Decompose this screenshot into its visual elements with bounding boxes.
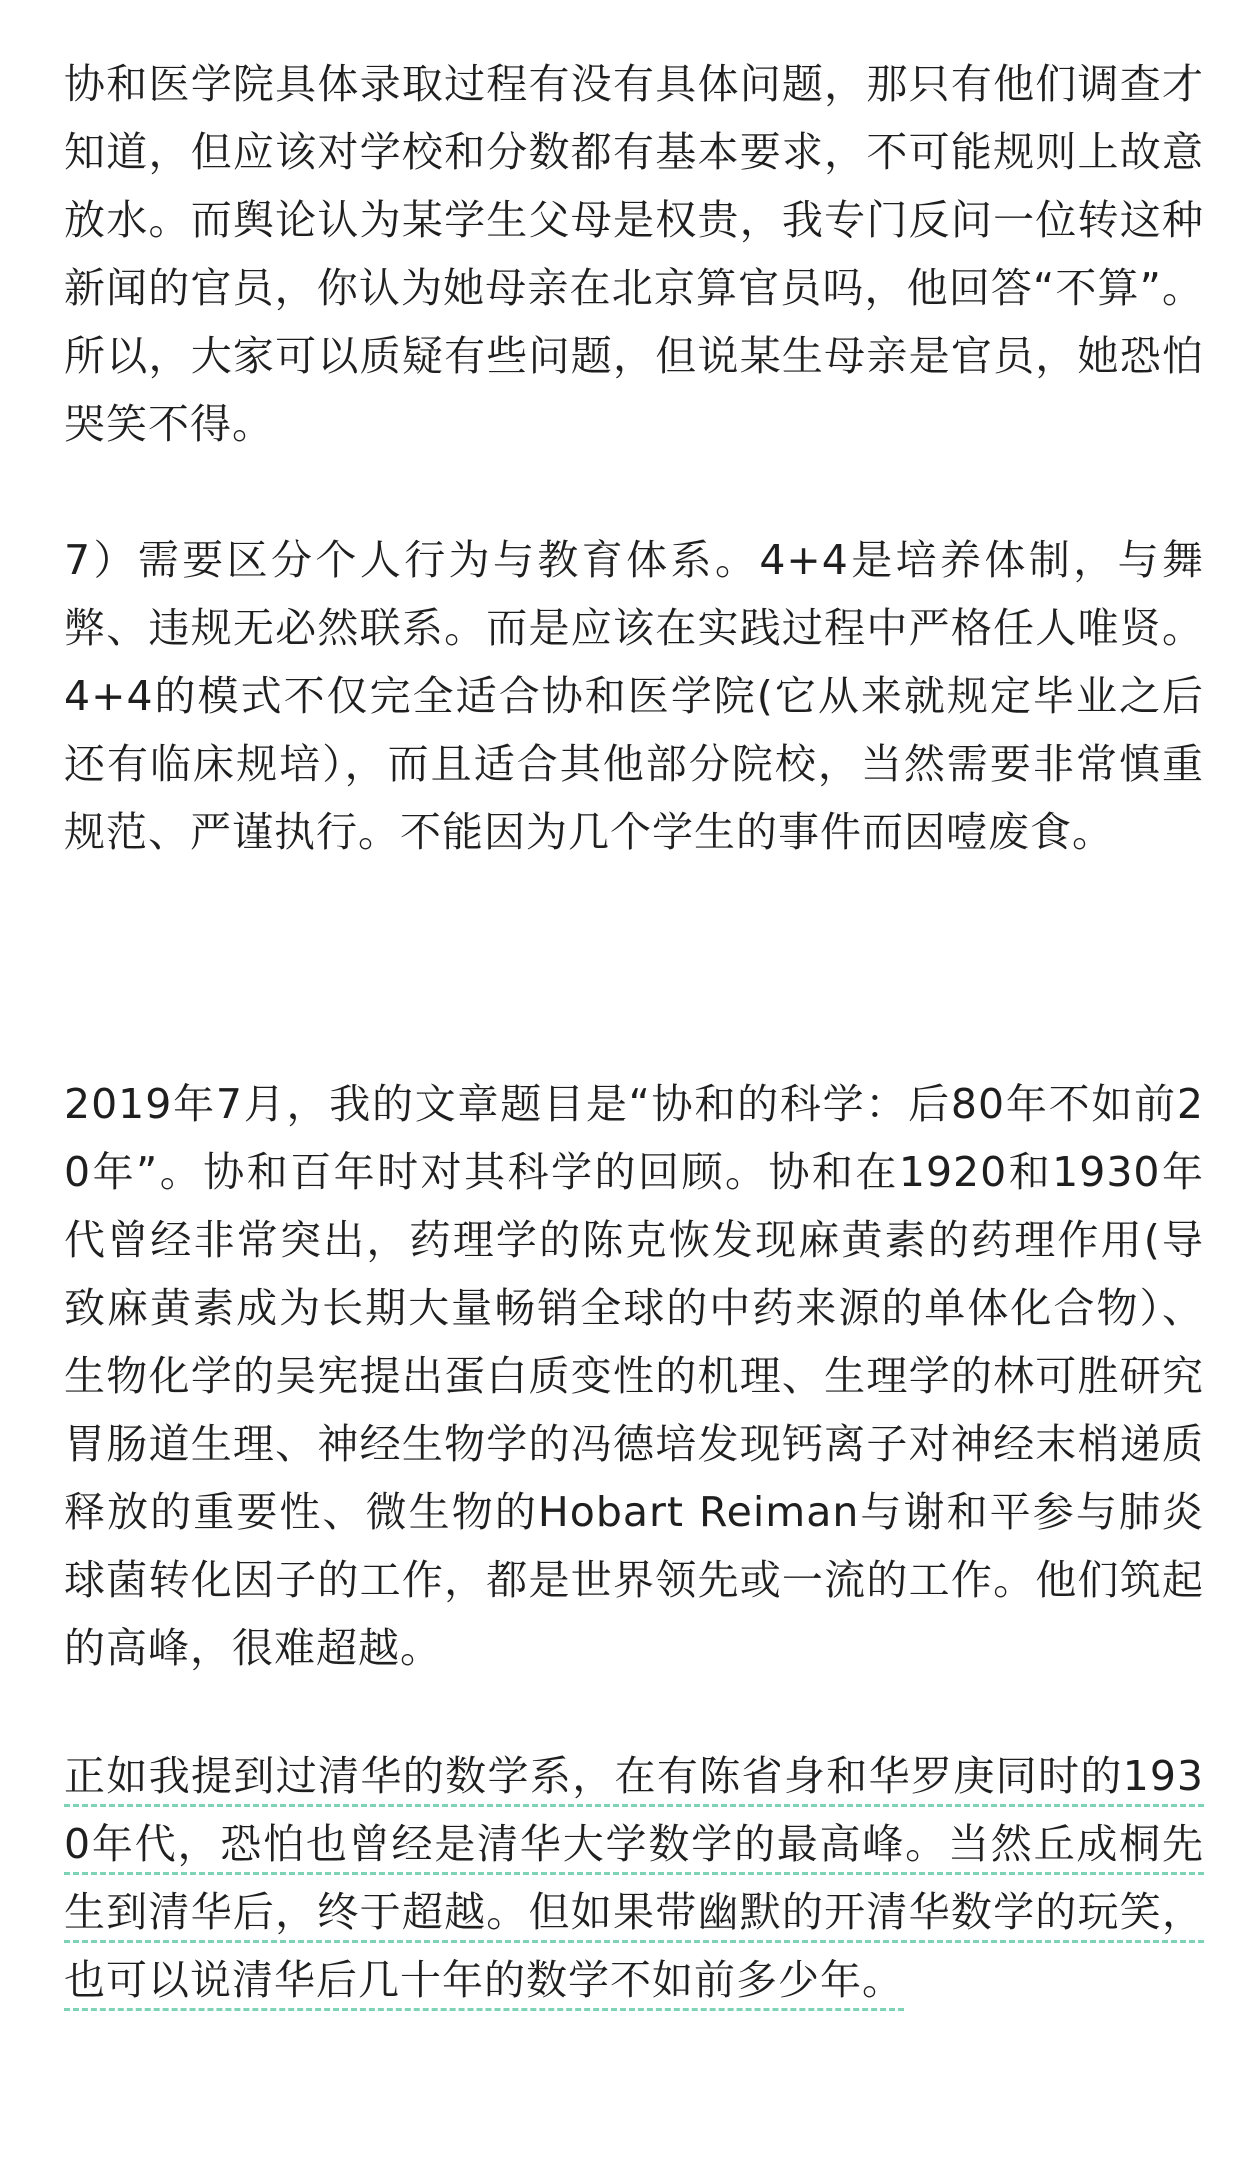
highlighted-text[interactable]: 正如我提到过清华的数学系，在有陈省身和华罗庚同时的1930年代，恐怕也曾经是清华大学数学的最高峰。当然丘成桐先生到清华后，终于超越。但如果带幽默的开清华数学的玩笑，也可以说清华后几十年的数学不如前多少年。 <box>64 1752 1204 2004</box>
paragraph-tsinghua-math[interactable] <box>64 1742 1204 2014</box>
paragraph-admission: 协和医学院具体录取过程有没有具体问题，那只有他们调查才知道，但应该对学校和分数都有基本要求，不可能规则上故意放水。而舆论认为某学生父母是权贵，我专门反问一位转这种新闻的官员，你认为她母亲在北京算官员吗，他回答“不算”。所以，大家可以质疑有些问题，但说某生母亲是官员，她恐怕哭笑不得。 <box>64 60 1204 448</box>
paragraph-education-system: 7）需要区分个人行为与教育体系。4+4是培养体制，与舞弊、违规无必然联系。而是应该在实践过程中严格任人唯贤。4+4的模式不仅完全适合协和医学院(它从来就规定毕业之后还有临床规培），而且适合其他部分院校，当然需要非常慎重规范、严谨执行。不能因为几个学生的事件而因噎废食。 <box>64 536 1204 856</box>
paragraph-pumc-science-history: 2019年7月，我的文章题目是“协和的科学：后80年不如前20年”。协和百年时对其科学的回顾。协和在1920和1930年代曾经非常突出，药理学的陈克恢发现麻黄素的药理作用(导致麻黄素成为长期大量畅销全球的中药来源的单体化合物）、生物化学的吴宪提出蛋白质变性的机理、生理学的林可胜研究胃肠道生理、神经生物学的冯德培发现钙离子对神经末梢递质释放的重要性、微生物的Hobart Reiman与谢和平参与肺炎球菌转化因子的工作，都是世界领先或一流的工作。他们筑起的高峰，很难超越。 <box>64 1080 1204 1672</box>
article-body <box>64 50 1204 2014</box>
